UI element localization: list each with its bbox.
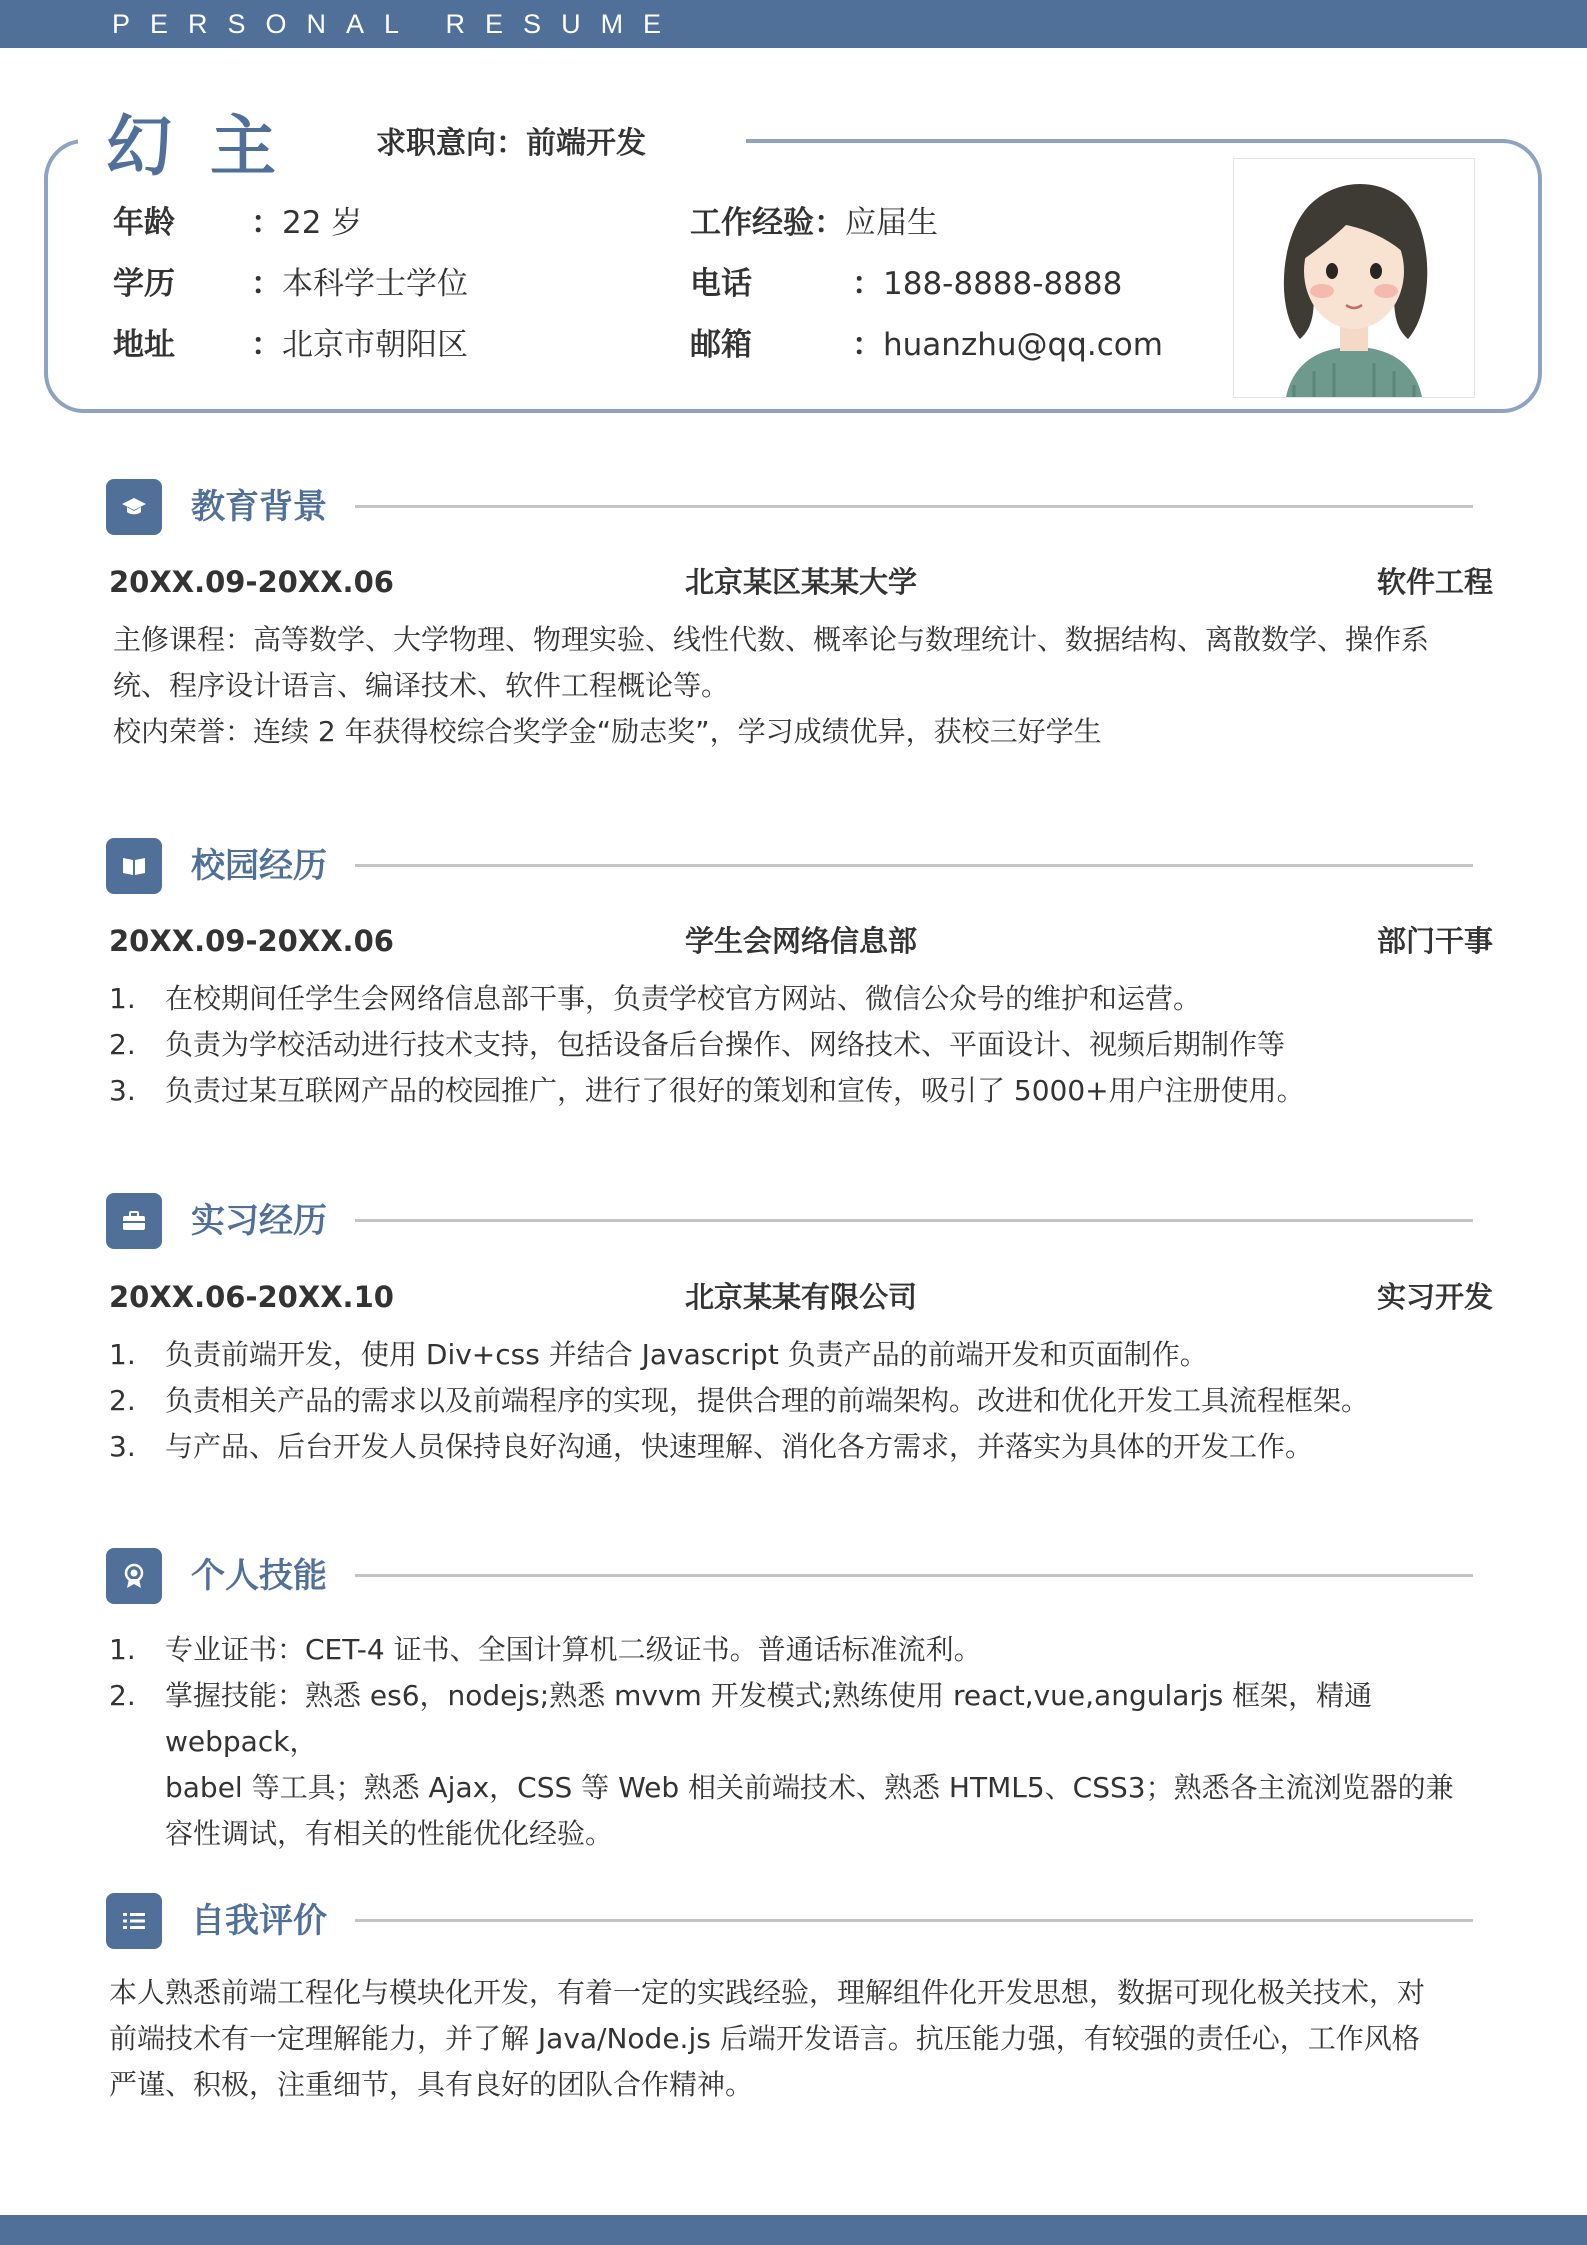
info-address: 地址 ：北京市朝阳区 (113, 327, 468, 363)
candidate-name: 幻主 (106, 107, 314, 185)
campus-list (109, 976, 1509, 1114)
section-title-campus: 校园经历 (191, 846, 327, 886)
info-value: huanzhu@qq.com (883, 327, 1163, 363)
info-phone: 电话 ：188-8888-8888 (690, 266, 1123, 302)
text-line: 校内荣誉：连续 2 年获得校综合奖学金“励志奖”，学习成绩优异，获校三好学生 (113, 715, 1102, 748)
list-item: 1. 负责前端开发，使用 Div+css 并结合 Javascript 负责产品的前端开发和页面制作。 (109, 1338, 1208, 1371)
campus-org: 学生会网络信息部 (684, 924, 917, 958)
internship-row (109, 1277, 1493, 1317)
list-item: 2. 掌握技能：熟悉 es6，nodejs;熟悉 mvvm 开发模式;熟练使用 react,vue,angularjs 框架，精通 webpack， babel 等工具；熟悉 Ajax，CSS 等 Web 相关前端技术、熟悉 HTML5、CSS3；熟悉各主流浏览器的兼 容性调试，有相关的性能优化经验。 (109, 1679, 1454, 1850)
list-item: 3. 与产品、后台开发人员保持良好沟通，快速理解、消化各方需求，并落实为具体的开发工作。 (109, 1430, 1314, 1463)
top-banner (0, 0, 1587, 48)
job-intent-label: 求职意向： (376, 126, 526, 161)
campus-row (109, 921, 1493, 961)
info-value: 应届生 (845, 205, 938, 241)
bottom-band (0, 2215, 1587, 2245)
internship-role: 实习开发 (1376, 1280, 1493, 1314)
section-divider (355, 1574, 1473, 1577)
list-item: 1. 专业证书：CET-4 证书、全国计算机二级证书。普通话标准流利。 (109, 1633, 982, 1666)
skills-list (109, 1627, 1529, 1857)
graduation-cap-icon (106, 479, 162, 535)
info-label: 年龄 (113, 205, 175, 241)
info-email: 邮箱 ：huanzhu@qq.com (690, 327, 1163, 363)
book-icon (106, 838, 162, 894)
list-item: 1. 在校期间任学生会网络信息部干事，负责学校官方网站、微信公众号的维护和运营。 (109, 982, 1202, 1015)
section-title-education: 教育背景 (191, 487, 327, 527)
section-divider (355, 864, 1473, 867)
list-item: 3. 负责过某互联网产品的校园推广，进行了很好的策划和宣传，吸引了 5000+用户注册使用。 (109, 1074, 1305, 1107)
section-title-skills: 个人技能 (191, 1556, 327, 1596)
text-line: 本人熟悉前端工程化与模块化开发，有着一定的实践经验，理解组件化开发思想，数据可现化极关技术，对 (109, 1976, 1426, 2009)
text-line: 主修课程：高等数学、大学物理、物理实验、线性代数、概率论与数理统计、数据结构、离散数学、操作系 (113, 623, 1430, 656)
info-age: 年龄 ：22 岁 (113, 205, 363, 241)
info-value: 本科学士学位 (282, 266, 468, 302)
self-evaluation (109, 1970, 1425, 2108)
info-label: 邮箱 (690, 327, 752, 363)
info-label: 电话 (690, 266, 752, 302)
text-line: 统、程序设计语言、编译技术、软件工程概论等。 (113, 669, 730, 702)
section-divider (355, 505, 1473, 508)
internship-period: 20XX.06-20XX.10 (109, 1280, 394, 1314)
education-row (109, 562, 1493, 602)
info-value: 北京市朝阳区 (282, 327, 468, 363)
section-divider (355, 1919, 1473, 1922)
info-label: 地址 (113, 327, 175, 363)
campus-role: 部门干事 (1376, 924, 1493, 958)
education-school: 北京某区某某大学 (684, 565, 917, 599)
text-line: 前端技术有一定理解能力，并了解 Java/Node.js 后端开发语言。抗压能力强，有较强的责任心，工作风格 (109, 2022, 1420, 2055)
job-intent (376, 124, 646, 164)
info-label: 工作经验 (690, 205, 814, 241)
info-experience: 工作经验：应届生 (690, 205, 938, 241)
section-divider (355, 1219, 1473, 1222)
job-intent-value: 前端开发 (526, 126, 646, 161)
text-line: 严谨、积极，注重细节，具有良好的团队合作精神。 (109, 2068, 754, 2101)
internship-company: 北京某某有限公司 (684, 1280, 917, 1314)
list-item: 2. 负责相关产品的需求以及前端程序的实现，提供合理的前端架构。改进和优化开发工具流程框架。 (109, 1384, 1370, 1417)
info-education: 学历 ：本科学士学位 (113, 266, 468, 302)
briefcase-icon (106, 1193, 162, 1249)
campus-period: 20XX.09-20XX.06 (109, 924, 394, 958)
banner-title: PERSONAL RESUME (112, 9, 682, 39)
education-major: 软件工程 (1376, 565, 1493, 599)
avatar-portrait (1234, 159, 1474, 397)
education-details (113, 617, 1429, 755)
info-label: 学历 (113, 266, 175, 302)
internship-list (109, 1332, 1529, 1470)
award-icon (106, 1548, 162, 1604)
list-item: 2. 负责为学校活动进行技术支持，包括设备后台操作、网络技术、平面设计、视频后期制作等 (109, 1028, 1286, 1061)
section-title-self: 自我评价 (191, 1901, 327, 1941)
info-value: 188-8888-8888 (883, 266, 1123, 302)
list-icon (106, 1893, 162, 1949)
avatar (1233, 158, 1475, 398)
education-period: 20XX.09-20XX.06 (109, 565, 394, 599)
section-title-internship: 实习经历 (191, 1201, 327, 1241)
info-value: 22 岁 (282, 205, 363, 241)
